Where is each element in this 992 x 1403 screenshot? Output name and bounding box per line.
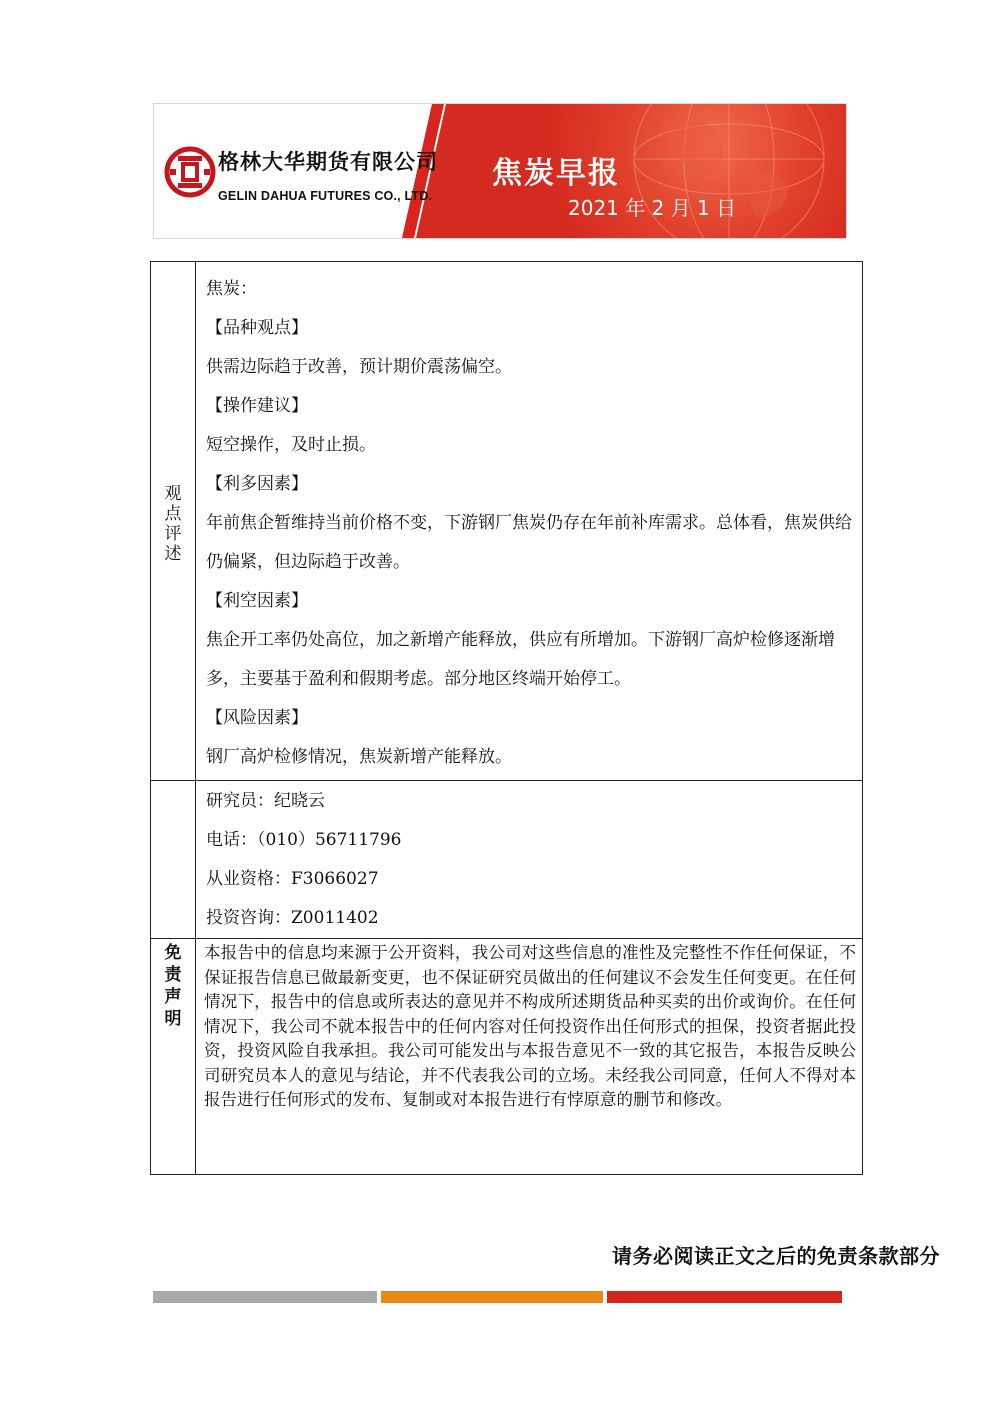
footer-bar-red [607, 1291, 842, 1303]
company-logo-icon [164, 140, 216, 204]
qualification-number: 从业资格：F3066027 [206, 869, 379, 889]
advice-heading: 【操作建议】 [206, 396, 308, 416]
disclaimer-section-label [164, 939, 182, 1030]
label-char: 评 [164, 524, 182, 544]
contact-label-cell [151, 781, 196, 939]
phone-number: 电话：（010）56711796 [206, 830, 402, 850]
view-heading: 【品种观点】 [206, 318, 308, 338]
risk-text: 钢厂高炉检修情况，焦炭新增产能释放。 [206, 747, 512, 767]
report-date: 2021 年 2 月 1 日 [568, 196, 737, 220]
company-name-cn: 格林大华期货有限公司 [218, 150, 438, 174]
consulting-number: 投资咨询：Z0011402 [206, 908, 379, 928]
bullish-text: 年前焦企暂维持当前价格不变，下游钢厂焦炭仍存在年前补库需求。总体看，焦炭供给仍偏紧，但边际趋于改善。 [206, 513, 852, 572]
disclaimer-content-cell [196, 939, 863, 1175]
contact-row [151, 781, 863, 939]
view-content-cell [196, 262, 863, 781]
report-title: 焦炭早报 [492, 156, 620, 191]
footer-bar-orange [381, 1291, 603, 1303]
label-char: 观 [164, 484, 182, 504]
company-name-en: GELIN DAHUA FUTURES CO., LTD. [218, 189, 433, 203]
footer-bar-gray [153, 1291, 377, 1303]
disclaimer-label-cell [151, 939, 196, 1175]
commodity-name: 焦炭： [206, 279, 257, 299]
report-banner [153, 103, 847, 239]
view-label-cell [151, 262, 196, 781]
label-char: 点 [164, 504, 182, 524]
label-char: 述 [164, 544, 182, 564]
bearish-heading: 【利空因素】 [206, 591, 308, 611]
view-row [151, 262, 863, 781]
disclaimer-row [151, 939, 863, 1175]
contact-content-cell [196, 781, 863, 939]
label-char: 责 [164, 965, 182, 985]
risk-heading: 【风险因素】 [206, 708, 308, 728]
label-char: 声 [164, 987, 182, 1007]
label-char: 免 [164, 943, 182, 963]
view-section-label [164, 262, 182, 564]
report-table [150, 261, 863, 1175]
bearish-text: 焦企开工率仍处高位，加之新增产能释放，供应有所增加。下游钢厂高炉检修逐渐增多，主要基于盈利和假期考虑。部分地区终端开始停工。 [206, 630, 835, 689]
bullish-heading: 【利多因素】 [206, 474, 308, 494]
label-char: 明 [164, 1009, 182, 1029]
view-text: 供需边际趋于改善，预计期价震荡偏空。 [206, 357, 512, 377]
advice-text: 短空操作，及时止损。 [206, 435, 376, 455]
researcher-name: 研究员：纪晓云 [206, 791, 325, 811]
disclaimer-text: 本报告中的信息均来源于公开资料，我公司对这些信息的准性及完整性不作任何保证，不保证报告信息已做最新变更，也不保证研究员做出的任何建议不会发生任何变更。在任何情况下，报告中的信息或所表达的意见并不构成所述期货品种买卖的出价或询价。在任何情况下，我公司不就本报告中的任何内容对任何投资作出任何形式的担保，投资者据此投资，投资风险自我承担。我公司可能发出与本报告意见不一致的其它报告，本报告反映公司研究员本人的意见与结论，并不代表我公司的立场。未经我公司同意，任何人不得对本报告进行任何形式的发布、复制或对本报告进行有悖原意的删节和修改。 [204, 943, 856, 1109]
footer-disclaimer-note: 请务必阅读正文之后的免责条款部分 [612, 1244, 940, 1268]
